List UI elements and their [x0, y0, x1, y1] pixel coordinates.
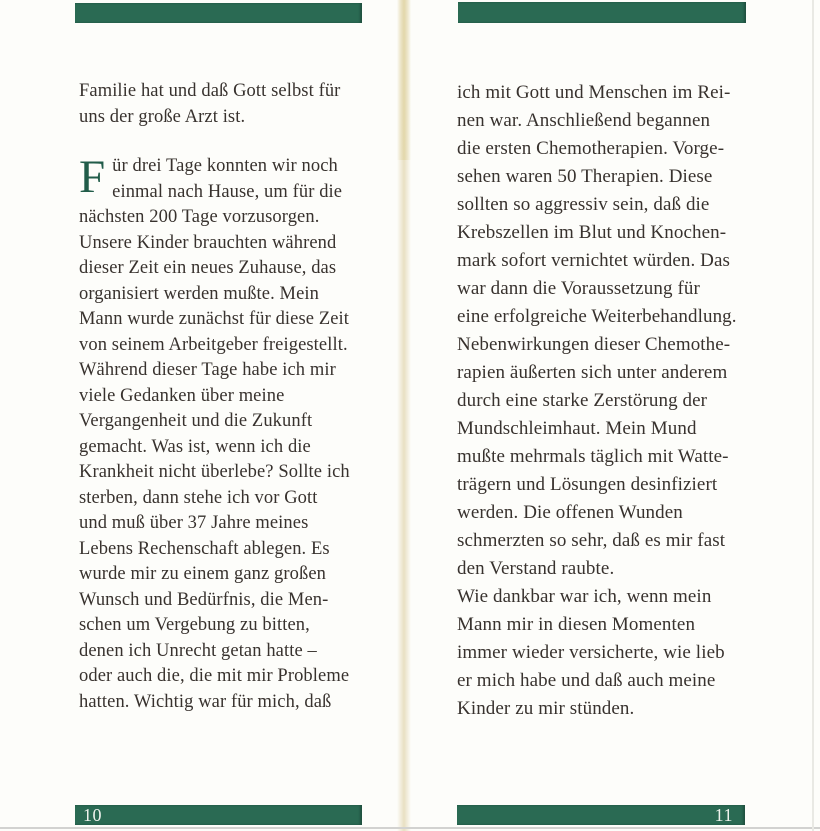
- text-line: durch eine starke Zerstörung der: [457, 390, 708, 411]
- text-line: mark sofort vernichtet würden. Das: [457, 250, 731, 271]
- text-line: Mann wurde zunächst für diese Zeit: [79, 309, 350, 329]
- right-page-text-column: [457, 79, 755, 723]
- text-line: Unsere Kinder brauchten während: [79, 232, 337, 253]
- text-line: Nebenwirkungen dieser Chemothe-: [457, 334, 731, 355]
- text-line: sollten so aggressiv sein, daß die: [457, 194, 710, 215]
- text-line: einmal nach Hause, um für die: [112, 181, 343, 202]
- text-line: er mich habe und daß auch meine: [457, 670, 716, 691]
- left-page-paragraph-1: [79, 79, 369, 130]
- text-line: Mundschleimhaut. Mein Mund: [457, 418, 697, 439]
- text-line: nächsten 200 Tage vorzusorgen.: [79, 207, 320, 227]
- text-line: dieser Zeit ein neues Zuhause, das: [79, 258, 337, 278]
- text-line: war dann die Voraussetzung für: [457, 278, 700, 299]
- text-line: Wunsch und Bedürfnis, die Men-: [79, 589, 329, 610]
- scan-bottom-edge-line: [0, 827, 820, 829]
- text-line: den Verstand raubte.: [457, 558, 615, 579]
- header-bar-left: [75, 3, 362, 23]
- text-line: trägern und Lösungen desinfiziert: [457, 474, 718, 495]
- text-line: wurde mir zu einem ganz großen: [79, 564, 327, 584]
- text-line: Vergangenheit und die Zukunft: [79, 411, 313, 431]
- dropcap-letter: F: [79, 151, 106, 203]
- text-line: von seinem Arbeitgeber freigestellt.: [79, 334, 348, 355]
- text-line: eine erfolgreiche Weiterbehandlung.: [457, 306, 737, 327]
- text-line: Mann mir in diesen Momenten: [457, 614, 696, 635]
- text-line: werden. Die offenen Wunden: [457, 502, 683, 523]
- text-line: schmerzten so sehr, daß es mir fast: [457, 530, 726, 551]
- text-line: mußte mehrmals täglich mit Watte-: [457, 446, 729, 467]
- text-line: Kinder zu mir stünden.: [457, 698, 635, 719]
- text-line: viele Gedanken über meine: [79, 385, 285, 406]
- text-line: die ersten Chemotherapien. Vorge-: [457, 138, 725, 159]
- text-line: Wie dankbar war ich, wenn mein: [457, 586, 712, 607]
- text-line: hatten. Wichtig war für mich, daß: [79, 691, 332, 712]
- text-line: sehen waren 50 Therapien. Diese: [457, 166, 713, 187]
- footer-bar-left: [75, 805, 362, 825]
- text-line: Während dieser Tage habe ich mir: [79, 360, 336, 380]
- text-line: organisiert werden mußte. Mein: [79, 283, 320, 304]
- left-page-paragraph-2: [79, 151, 369, 715]
- footer-bar-right: [457, 805, 745, 825]
- text-line: schen um Vergebung zu bitten,: [79, 615, 310, 635]
- text-line: ich mit Gott und Menschen im Rei-: [457, 82, 731, 103]
- page-number-left: 10: [83, 805, 102, 825]
- header-bar-right: [458, 2, 746, 23]
- page-number-right: 11: [714, 805, 733, 825]
- text-line: nen war. Anschließend begannen: [457, 110, 711, 131]
- text-line: gemacht. Was ist, wenn ich die: [79, 436, 311, 457]
- scan-right-edge-line: [812, 0, 814, 831]
- text-line: ür drei Tage konnten wir noch: [112, 156, 338, 176]
- text-line: Lebens Rechenschaft ablegen. Es: [79, 538, 330, 559]
- text-line: Familie hat und daß Gott selbst für: [79, 81, 341, 101]
- text-line: oder auch die, die mit mir Probleme: [79, 666, 350, 686]
- left-page-text-column: [79, 79, 369, 715]
- text-line: rapien äußerten sich unter anderem: [457, 362, 728, 383]
- text-line: Krebszellen im Blut und Knochen-: [457, 222, 727, 243]
- text-line: und muß über 37 Jahre meines: [79, 513, 309, 533]
- page-gutter-shadow-top: [397, 0, 411, 160]
- text-line: Krankheit nicht überlebe? Sollte ich: [79, 462, 350, 482]
- left-page-paragraph-2-lines: [79, 151, 369, 715]
- text-line: sterben, dann stehe ich vor Gott: [79, 487, 318, 508]
- text-line: immer wieder versicherte, wie lieb: [457, 642, 725, 663]
- text-line: denen ich Unrecht getan hatte –: [79, 640, 317, 661]
- text-line: uns der große Arzt ist.: [79, 106, 246, 127]
